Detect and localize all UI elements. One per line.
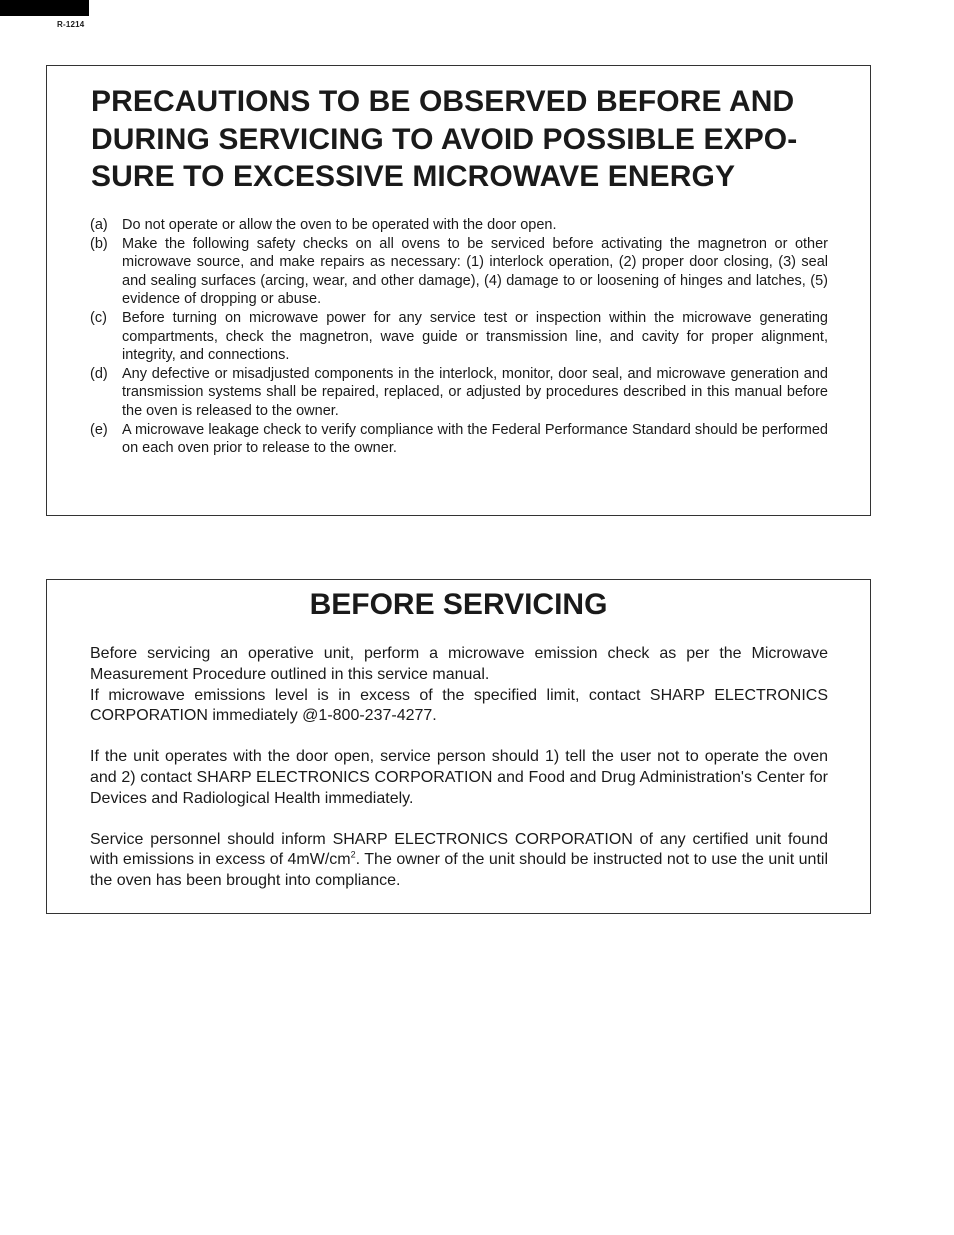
precautions-title-line: DURING SERVICING TO AVOID POSSIBLE EXPO- (91, 122, 798, 156)
precautions-title-line: PRECAUTIONS TO BE OBSERVED BEFORE AND (91, 85, 795, 118)
list-item (90, 235, 828, 309)
before-servicing-title: BEFORE SERVICING (309, 588, 608, 621)
list-item (90, 421, 828, 458)
paragraph: Before servicing an operative unit, perform a microwave emission check as per the Microwave Measurement Procedure outlined in this service manual. (90, 645, 828, 683)
list-item (90, 309, 828, 365)
superscript: 2 (350, 850, 356, 861)
precautions-box (46, 65, 871, 516)
item-label: (c) (90, 309, 107, 326)
precautions-title-line: SURE TO EXCESSIVE MICROWAVE ENERGY (91, 160, 736, 193)
paragraph: If microwave emissions level is in excess of the specified limit, contact SHARP ELECTRONICS CORPORATION immediately @1-800-237-4277. (90, 686, 828, 725)
item-label: (b) (90, 235, 108, 252)
item-label: (e) (90, 421, 108, 438)
list-item (90, 365, 828, 421)
model-number: R-1214 (57, 20, 85, 29)
paragraph-text: . The owner of the unit should be instructed not to use the unit until the oven has been brought into compliance. (90, 851, 828, 890)
before-servicing-body (90, 644, 828, 892)
item-text: A microwave leakage check to verify compliance with the Federal Performance Standard should be performed on each oven prior to release to the owner. (122, 421, 828, 457)
precautions-list (90, 216, 828, 458)
paragraph (90, 830, 828, 892)
item-text: Any defective or misadjusted components in the interlock, monitor, door seal, and microwave generation and transmission systems shall be repaired, replaced, or adjusted by procedures described in this manual before the oven is released to the owner. (122, 365, 828, 419)
header-corner-bar (0, 0, 89, 16)
item-text: Do not operate or allow the oven to be operated with the door open. (122, 217, 557, 233)
item-text: Make the following safety checks on all ovens to be serviced before activating the magnetron or other microwave source, and make repairs as necessary: (1) interlock operation, (2) proper door closing, (3) seal and sealing surfaces (arcing, wear, and other damage), (4) damage to or loosening of hinges and latches, (5) evidence of dropping or abuse. (122, 235, 828, 308)
precautions-title (91, 83, 836, 196)
item-label: (a) (90, 217, 108, 233)
before-servicing-box (46, 579, 871, 914)
paragraph-text: Service personnel should inform SHARP ELECTRONICS CORPORATION of any certified unit found with emissions in excess of 4mW/cm (90, 830, 828, 869)
list-item (90, 216, 828, 235)
item-label: (d) (90, 365, 108, 382)
item-text: Before turning on microwave power for any service test or inspection within the microwave generating compartments, check the magnetron, wave guide or transmission line, and cavity for proper alignment, integrity, and connections. (122, 309, 828, 364)
paragraph: If the unit operates with the door open, service person should 1) tell the user not to operate the oven and 2) contact SHARP ELECTRONICS CORPORATION and Food and Drug Administration's Center for Devices and Radiological Health immediately. (90, 748, 828, 807)
